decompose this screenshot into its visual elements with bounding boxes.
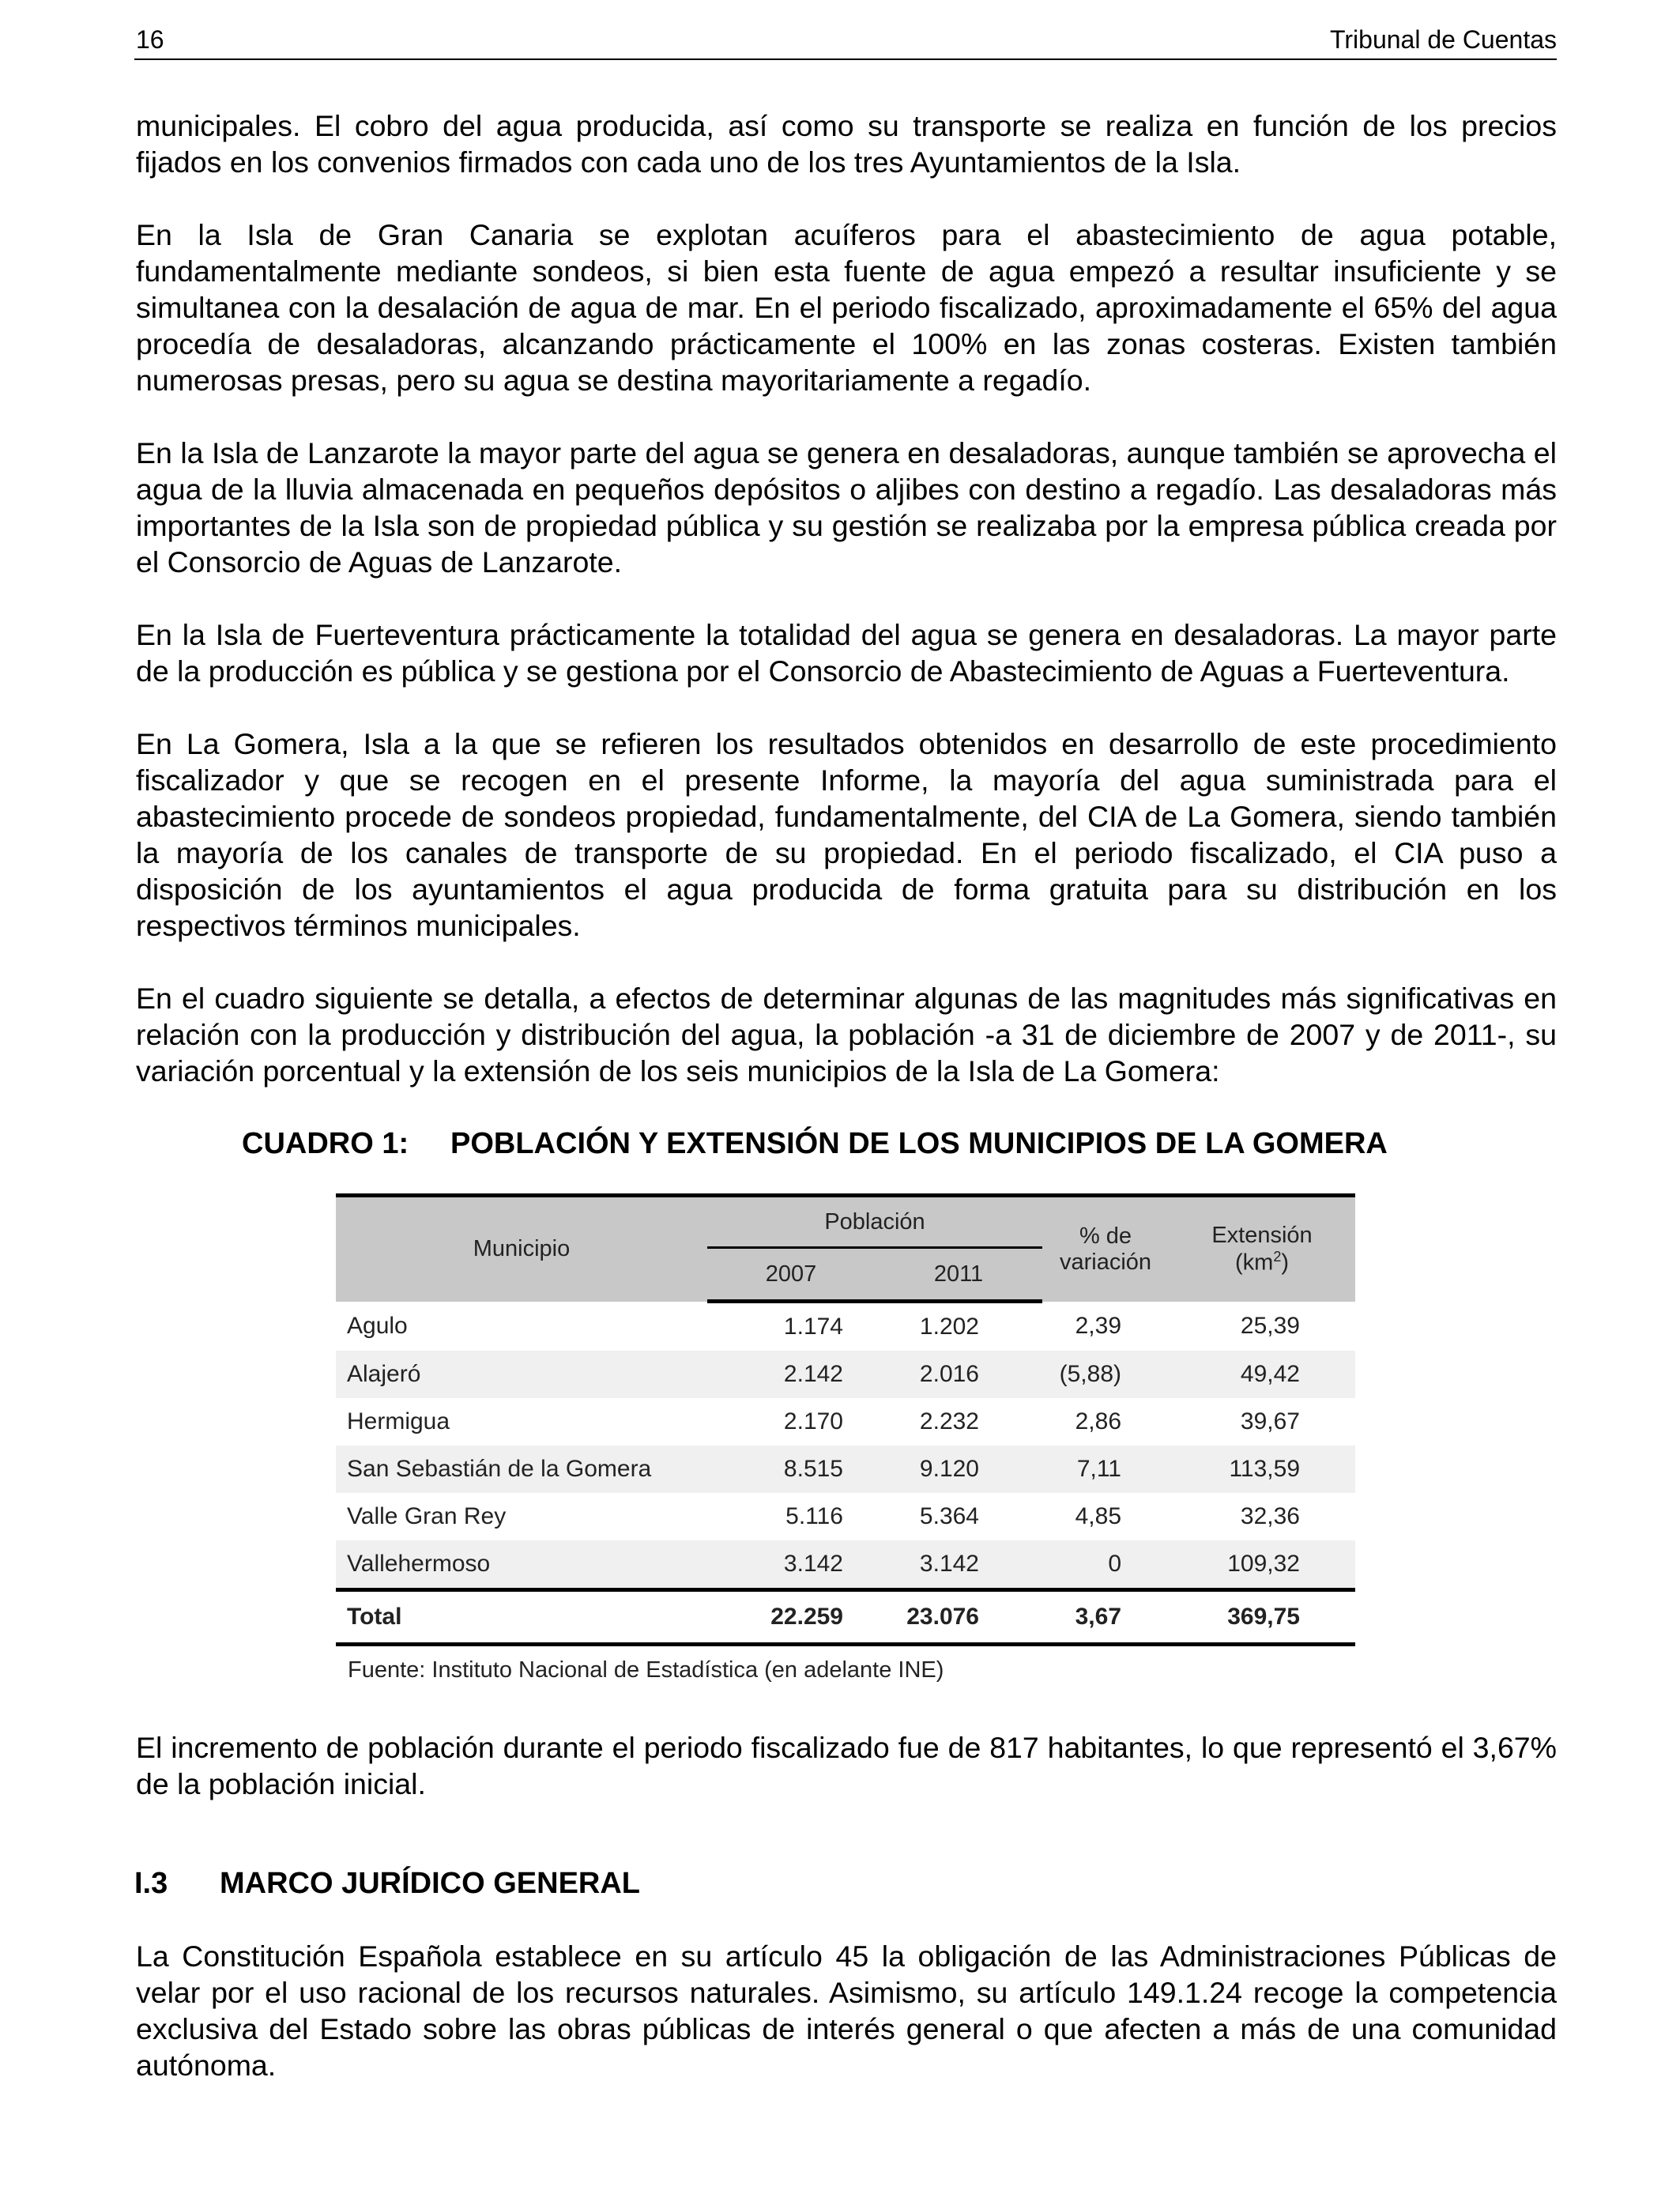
table-row bbox=[336, 1446, 1355, 1493]
paragraph: En la Isla de Gran Canaria se explotan acuíferos para el abastecimiento de agua potable, fundamentalmente mediante sondeos, si bien esta fuente de agua empezó a resultar insuficiente y se simultanea con la desalación de agua de mar. En el periodo fiscalizado, aproximadamente el 65% del agua procedía de desaladoras, alcanzando prácticamente el 100% en las zonas costeras. Existen también numerosas presas, pero su agua se destina mayoritariamente a regadío. bbox=[136, 218, 1557, 397]
page-header bbox=[134, 24, 1557, 60]
paragraph: En la Isla de Lanzarote la mayor parte del agua se genera en desaladoras, aunque también se aprovecha el agua de la lluvia almacenada en pequeños depósitos o aljibes con destino a regadío. Las desaladoras más importantes de la Isla son de propiedad pública y su gestión se realizaba por la empresa pública creada por el Consorcio de Aguas de Lanzarote. bbox=[136, 436, 1557, 579]
table-row bbox=[336, 1302, 1355, 1351]
header-organization: Tribunal de Cuentas bbox=[1330, 25, 1557, 54]
section-heading bbox=[134, 1865, 1557, 1902]
cell-total-variacion: 3,67 bbox=[1042, 1590, 1169, 1645]
table-row bbox=[336, 1351, 1355, 1398]
paragraph: municipales. El cobro del agua producida, así como su transporte se realiza en función de los precios fijados en los convenios firmados con cada uno de los tres Ayuntamientos de la Isla. bbox=[136, 109, 1557, 179]
cell-2011: 9.120 bbox=[875, 1446, 1042, 1493]
cell-2011: 5.364 bbox=[919, 1503, 979, 1529]
cell-extension: 113,59 bbox=[1169, 1446, 1355, 1493]
paragraph: La Constitución Española establece en su artículo 45 la obligación de las Administraciones Públicas de velar por el uso racional de los recursos naturales. Asimismo, su artículo 149.1.24 recoge la competencia exclusiva del Estado sobre las obras públicas de interés general o que afecten a más de una comunidad autónoma. bbox=[136, 1940, 1557, 2082]
cell-variacion: 7,11 bbox=[1042, 1446, 1169, 1493]
table-row bbox=[336, 1493, 1355, 1540]
cell-municipio: Agulo bbox=[347, 1312, 408, 1339]
cell-2007: 2.142 bbox=[707, 1351, 875, 1398]
table-row bbox=[336, 1540, 1355, 1590]
header-extension: Extensión $(km^2)$ bbox=[1169, 1196, 1355, 1302]
table-caption-label: CUADRO 1: bbox=[242, 1127, 409, 1160]
cell-2011: 1.202 bbox=[919, 1314, 979, 1340]
cell-total-extension: 369,75 bbox=[1169, 1590, 1355, 1645]
cell-total-2011: 23.076 bbox=[875, 1590, 1042, 1645]
header-2011: 2011 bbox=[875, 1248, 1042, 1302]
cell-variacion: (5,88) bbox=[1042, 1351, 1169, 1398]
paragraph: El incremento de población durante el periodo fiscalizado fue de 817 habitantes, lo que representó el 3,67% de la población inicial. bbox=[136, 1731, 1557, 1800]
cell-2011: 3.142 bbox=[875, 1540, 1042, 1590]
table-caption-title: POBLACIÓN Y EXTENSIÓN DE LOS MUNICIPIOS DE LA GOMERA bbox=[450, 1127, 1388, 1160]
paragraph: En La Gomera, Isla a la que se refieren los resultados obtenidos en desarrollo de este procedimiento fiscalizador y que se recogen en el presente Informe, la mayoría del agua suministrada para el abastecimiento procede de sondeos propiedad, fundamentalmente, del CIA de La Gomera, siendo también la mayoría de los canales de transporte de su propiedad. En el periodo fiscalizado, el CIA puso a disposición de los ayuntamientos el agua producida de forma gratuita para su distribución en los respectivos términos municipales. bbox=[136, 727, 1557, 942]
cell-municipio: Alajeró bbox=[336, 1351, 707, 1398]
table-total-row bbox=[336, 1590, 1355, 1645]
cell-2011: 2.016 bbox=[875, 1351, 1042, 1398]
header-variacion: % de variación bbox=[1042, 1196, 1169, 1302]
page-number: 16 bbox=[136, 25, 164, 54]
cell-total-label: Total bbox=[336, 1590, 707, 1645]
table-source-note: Fuente: Instituto Nacional de Estadística (en adelante INE) bbox=[348, 1657, 944, 1683]
cell-variacion: 2,39 bbox=[1075, 1312, 1121, 1339]
section-number: I.3 bbox=[134, 1867, 168, 1900]
cell-2007: 2.170 bbox=[783, 1408, 843, 1434]
cell-extension: 39,67 bbox=[1240, 1408, 1300, 1434]
header-2007: 2007 bbox=[707, 1248, 875, 1302]
cell-variacion: 0 bbox=[1042, 1540, 1169, 1590]
cell-extension: 32,36 bbox=[1240, 1503, 1300, 1529]
cell-total-2007: 22.259 bbox=[707, 1590, 875, 1645]
cell-2007: 3.142 bbox=[707, 1540, 875, 1590]
cell-2007: 8.515 bbox=[707, 1446, 875, 1493]
table-caption bbox=[242, 1125, 1557, 1162]
cell-municipio: San Sebastián de la Gomera bbox=[336, 1446, 707, 1493]
cell-variacion: 4,85 bbox=[1075, 1503, 1121, 1529]
paragraph: En la Isla de Fuerteventura prácticamente la totalidad del agua se genera en desaladoras. La mayor parte de la producción es pública y se gestiona por el Consorcio de Abastecimiento de Aguas a Fuerteventura. bbox=[136, 618, 1557, 688]
cell-2007: 5.116 bbox=[785, 1503, 843, 1529]
cell-2011: 2.232 bbox=[919, 1408, 979, 1434]
table-row bbox=[336, 1398, 1355, 1446]
cell-extension: 25,39 bbox=[1240, 1312, 1300, 1339]
cell-variacion: 2,86 bbox=[1075, 1408, 1121, 1434]
cell-extension: 49,42 bbox=[1169, 1351, 1355, 1398]
header-poblacion: Población bbox=[707, 1196, 1042, 1248]
cell-2007: 1.174 bbox=[783, 1314, 843, 1340]
cell-municipio: Vallehermoso bbox=[336, 1540, 707, 1590]
population-table bbox=[336, 1193, 1355, 1646]
header-municipio: Municipio bbox=[336, 1196, 707, 1302]
cell-municipio: Valle Gran Rey bbox=[347, 1503, 507, 1529]
section-title: MARCO JURÍDICO GENERAL bbox=[220, 1867, 641, 1900]
cell-municipio: Hermigua bbox=[347, 1408, 450, 1434]
document-body bbox=[136, 107, 1557, 2120]
cell-extension: 109,32 bbox=[1169, 1540, 1355, 1590]
paragraph: En el cuadro siguiente se detalla, a efectos de determinar algunas de las magnitudes más significativas en relación con la producción y distribución del agua, la población -a 31 de diciembre de 2007 y de 2011-, su variación porcentual y la extensión de los seis municipios de la Isla de La Gomera: bbox=[136, 982, 1557, 1088]
